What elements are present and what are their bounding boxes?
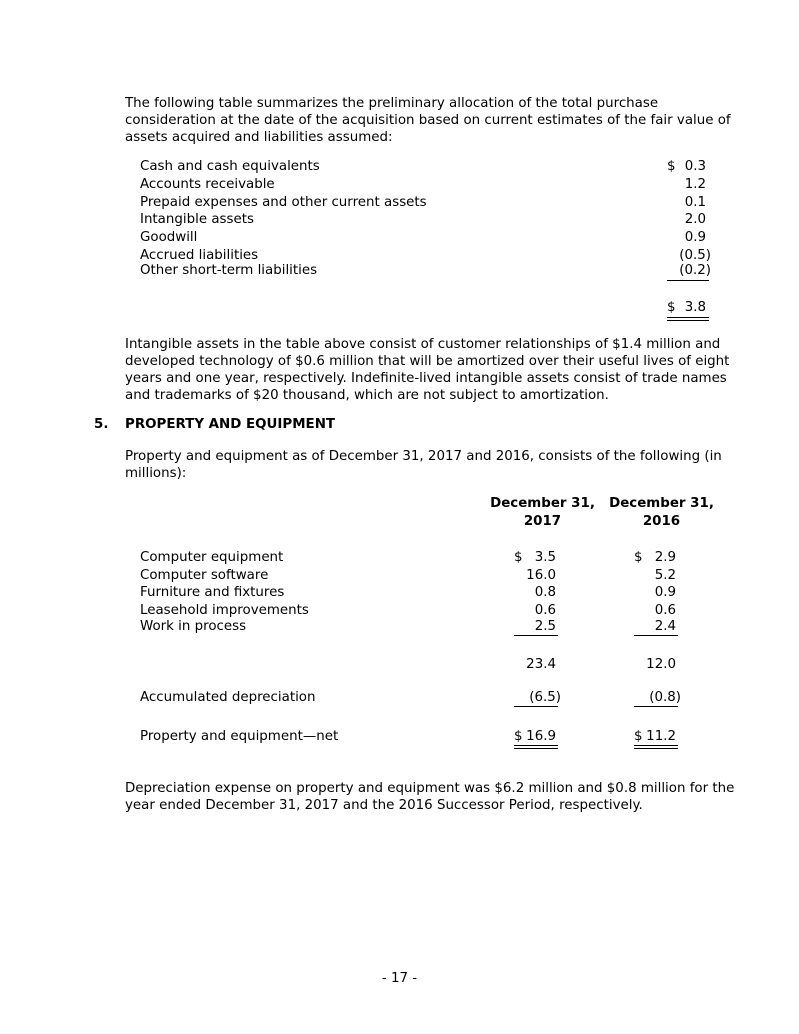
allocation-label-prepaid: Prepaid expenses and other current assets (140, 195, 427, 210)
section-number: 5. (94, 417, 109, 432)
ppe-label-computer-software: Computer software (140, 568, 269, 583)
ppe-intro-line-2: millions): (125, 466, 187, 481)
ppe-col1-furniture: 0.8 (534, 585, 556, 600)
ppe-col1-net-double-rule (514, 745, 558, 749)
ppe-label-computer-equipment: Computer equipment (140, 550, 284, 565)
allocation-label-goodwill: Goodwill (140, 230, 198, 245)
ppe-col2-header-line-2: 2016 (642, 514, 681, 529)
ppe-col2-net-dollar: $ (634, 729, 643, 744)
ppe-col1-accumulated-depreciation: (6.5) (529, 690, 561, 705)
ppe-label-accumulated-depreciation: Accumulated depreciation (140, 690, 316, 705)
allocation-total-dollar: $ (667, 300, 676, 315)
allocation-value-other-liabilities: (0.2) (679, 263, 711, 278)
allocation-total-double-rule (667, 317, 709, 321)
ppe-col2-net-double-rule (634, 745, 678, 749)
ppe-col2-computer-equipment: 2.9 (654, 550, 676, 565)
ppe-col1-dollar: $ (514, 550, 523, 565)
intro-line-3: assets acquired and liabilities assumed: (125, 130, 393, 145)
allocation-label-other-liabilities: Other short-term liabilities (140, 263, 318, 278)
ppe-col1-work-in-process: 2.5 (534, 619, 556, 634)
ppe-col1-header-line-1: December 31, (490, 496, 595, 511)
page-number: - 17 - (381, 971, 418, 986)
ppe-col2-work-in-process: 2.4 (654, 619, 676, 634)
intangibles-note-line-4: and trademarks of $20 thousand, which are not subject to amortization. (125, 388, 609, 403)
ppe-label-leasehold: Leasehold improvements (140, 603, 309, 618)
allocation-subtotal-rule (667, 280, 709, 281)
allocation-dollar-cash: $ (667, 159, 676, 174)
allocation-value-prepaid: 0.1 (684, 195, 706, 210)
allocation-label-accrued: Accrued liabilities (140, 248, 259, 263)
intro-line-1: The following table summarizes the preliminary allocation of the total purchase (125, 96, 659, 111)
depreciation-note-line-1: Depreciation expense on property and equipment was $6.2 million and $0.8 million for the (125, 781, 735, 796)
ppe-col1-net-dollar: $ (514, 729, 523, 744)
intangibles-note-line-1: Intangible assets in the table above consist of customer relationships of $1.4 million and (125, 337, 721, 352)
allocation-total-value: 3.8 (684, 300, 706, 315)
ppe-col2-furniture: 0.9 (654, 585, 676, 600)
allocation-value-goodwill: 0.9 (684, 230, 706, 245)
ppe-col2-computer-software: 5.2 (654, 568, 676, 583)
ppe-col1-net: 16.9 (526, 729, 556, 744)
allocation-label-receivable: Accounts receivable (140, 177, 275, 192)
allocation-label-intangible: Intangible assets (140, 212, 254, 227)
ppe-label-work-in-process: Work in process (140, 619, 247, 634)
ppe-intro-line-1: Property and equipment as of December 31, 2017 and 2016, consists of the following (in (125, 449, 722, 464)
ppe-col2-dollar: $ (634, 550, 643, 565)
ppe-col1-computer-software: 16.0 (526, 568, 556, 583)
intangibles-note-line-2: developed technology of $0.6 million that will be amortized over their useful lives of eight (125, 354, 730, 369)
allocation-value-intangible: 2.0 (684, 212, 706, 227)
allocation-value-cash: 0.3 (684, 159, 706, 174)
ppe-col1-subtotal: 23.4 (526, 657, 556, 672)
ppe-col2-accumulated-depreciation: (0.8) (649, 690, 681, 705)
section-title: PROPERTY AND EQUIPMENT (125, 417, 336, 432)
ppe-col2-header-line-1: December 31, (609, 496, 714, 511)
ppe-col2-leasehold: 0.6 (654, 603, 676, 618)
ppe-label-furniture: Furniture and fixtures (140, 585, 285, 600)
ppe-col1-accum-rule (514, 706, 558, 707)
intangibles-note-line-3: years and one year, respectively. Indefinite-lived intangible assets consist of trade names (125, 371, 727, 386)
allocation-value-receivable: 1.2 (684, 177, 706, 192)
ppe-col1-leasehold: 0.6 (534, 603, 556, 618)
allocation-value-accrued: (0.5) (679, 248, 711, 263)
ppe-col1-computer-equipment: 3.5 (534, 550, 556, 565)
ppe-col1-header-line-2: 2017 (523, 514, 562, 529)
ppe-label-net: Property and equipment—net (140, 729, 339, 744)
ppe-col2-net: 11.2 (646, 729, 676, 744)
depreciation-note-line-2: year ended December 31, 2017 and the 2016 Successor Period, respectively. (125, 798, 643, 813)
ppe-col2-subtotal-rule (634, 635, 678, 636)
intro-line-2: consideration at the date of the acquisition based on current estimates of the fair value of (125, 113, 731, 128)
allocation-label-cash: Cash and cash equivalents (140, 159, 320, 174)
ppe-col2-subtotal: 12.0 (646, 657, 676, 672)
ppe-col2-accum-rule (634, 706, 678, 707)
ppe-col1-subtotal-rule (514, 635, 558, 636)
